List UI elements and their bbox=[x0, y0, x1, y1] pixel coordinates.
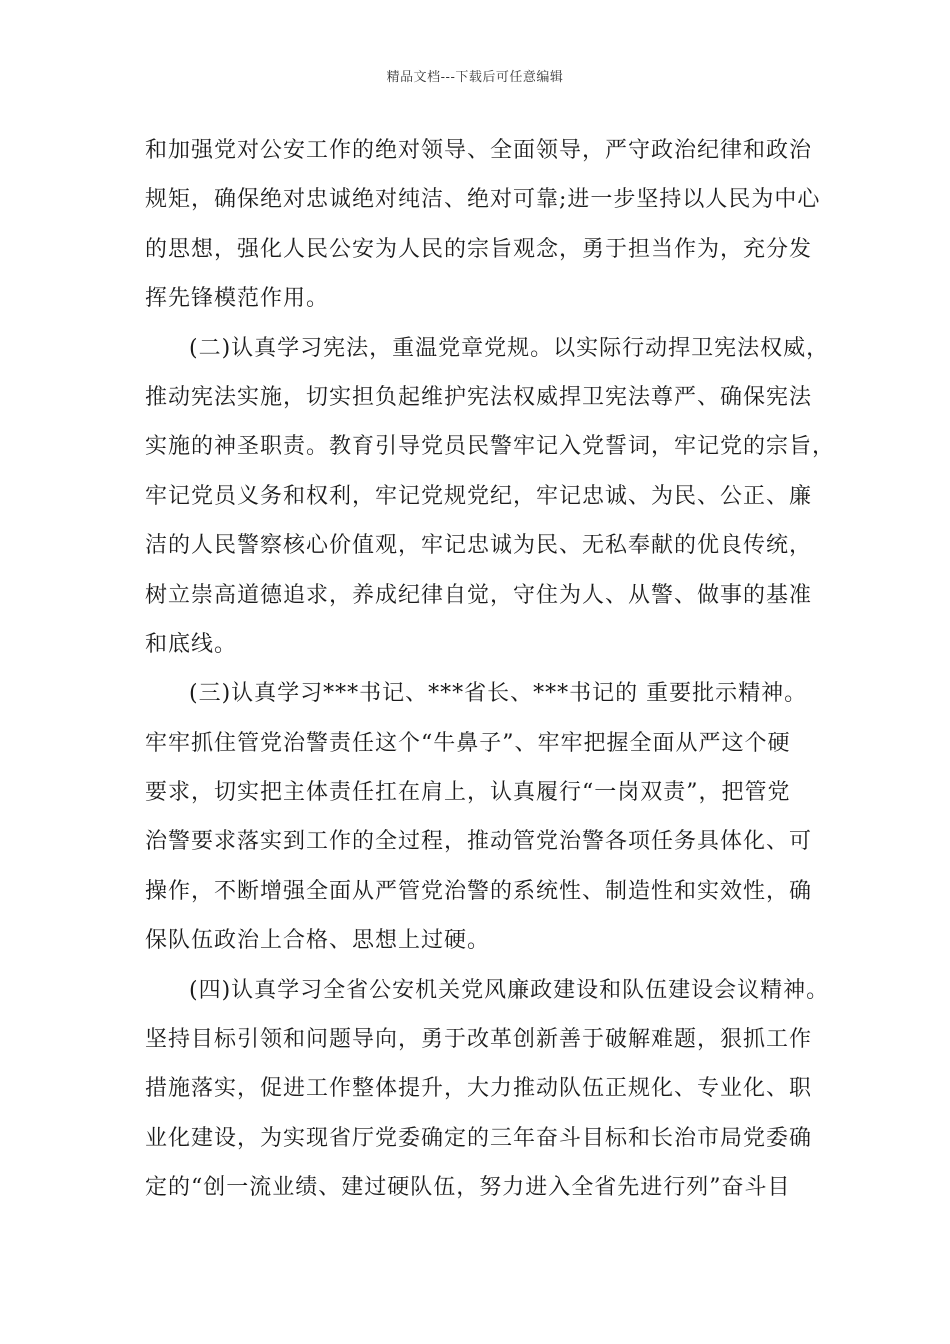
document-body bbox=[145, 131, 836, 1218]
text-line: 牢牢抓住管党治警责任这个“牛鼻子”、牢牢把握全面从严这个硬 bbox=[145, 730, 791, 756]
text-line: 保队伍政治上合格、思想上过硬。 bbox=[145, 928, 491, 954]
text-line: 和底线。 bbox=[145, 631, 238, 657]
text-line: 洁的人民警察核心价值观，牢记忠诚为民、无私奉献的优良传统， bbox=[145, 533, 813, 559]
page-header: 精品文档---下载后可任意编辑 bbox=[386, 70, 564, 85]
text-line: 业化建设，为实现省厅党委确定的三年奋斗目标和长治市局党委确 bbox=[145, 1125, 813, 1151]
paragraph-first-line: (二)认真学习宪法，重温党章党规。以实际行动捍卫宪法权威， bbox=[189, 335, 830, 361]
text-line: 实施的神圣职责。教育引导党员民警牢记入党誓词，牢记党的宗旨， bbox=[145, 434, 836, 460]
text-line: 规矩，确保绝对忠诚绝对纯洁、绝对可靠;进一步坚持以人民为中心 bbox=[145, 187, 821, 213]
text-line: 和加强党对公安工作的绝对领导、全面领导，严守政治纪律和政治 bbox=[145, 138, 813, 163]
paragraph-first-line: (四)认真学习全省公安机关党风廉政建设和队伍建设会议精神。 bbox=[189, 977, 830, 1003]
text-line: 的思想，强化人民公安为人民的宗旨观念，勇于担当作为，充分发 bbox=[145, 236, 813, 262]
text-line: 树立崇高道德追求，养成纪律自觉，守住为人、从警、做事的基准 bbox=[145, 582, 813, 608]
text-line: 治警要求落实到工作的全过程，推动管党治警各项任务具体化、可 bbox=[145, 829, 813, 855]
text-line: 要求，切实把主体责任扛在肩上，认真履行“一岗双责”，把管党 bbox=[145, 780, 791, 806]
paragraph-first-line: (三)认真学习***书记、***省长、***书记的 重要批示精神。 bbox=[189, 681, 808, 707]
text-line: 操作，不断增强全面从严管党治警的系统性、制造性和实效性，确 bbox=[145, 878, 813, 904]
text-line: 挥先锋模范作用。 bbox=[145, 286, 330, 312]
text-line: 定的“创一流业绩、建过硬队伍，努力进入全省先进行列”奋斗目 bbox=[145, 1175, 791, 1201]
text-line: 坚持目标引领和问题导向，勇于改革创新善于破解难题，狠抓工作 bbox=[145, 1027, 813, 1053]
text-line: 推动宪法实施，切实担负起维护宪法权威捍卫宪法尊严、确保宪法 bbox=[145, 384, 813, 410]
text-line: 牢记党员义务和权利，牢记党规党纪，牢记忠诚、为民、公正、廉 bbox=[145, 483, 813, 509]
text-line: 措施落实，促进工作整体提升，大力推动队伍正规化、专业化、职 bbox=[145, 1076, 813, 1102]
